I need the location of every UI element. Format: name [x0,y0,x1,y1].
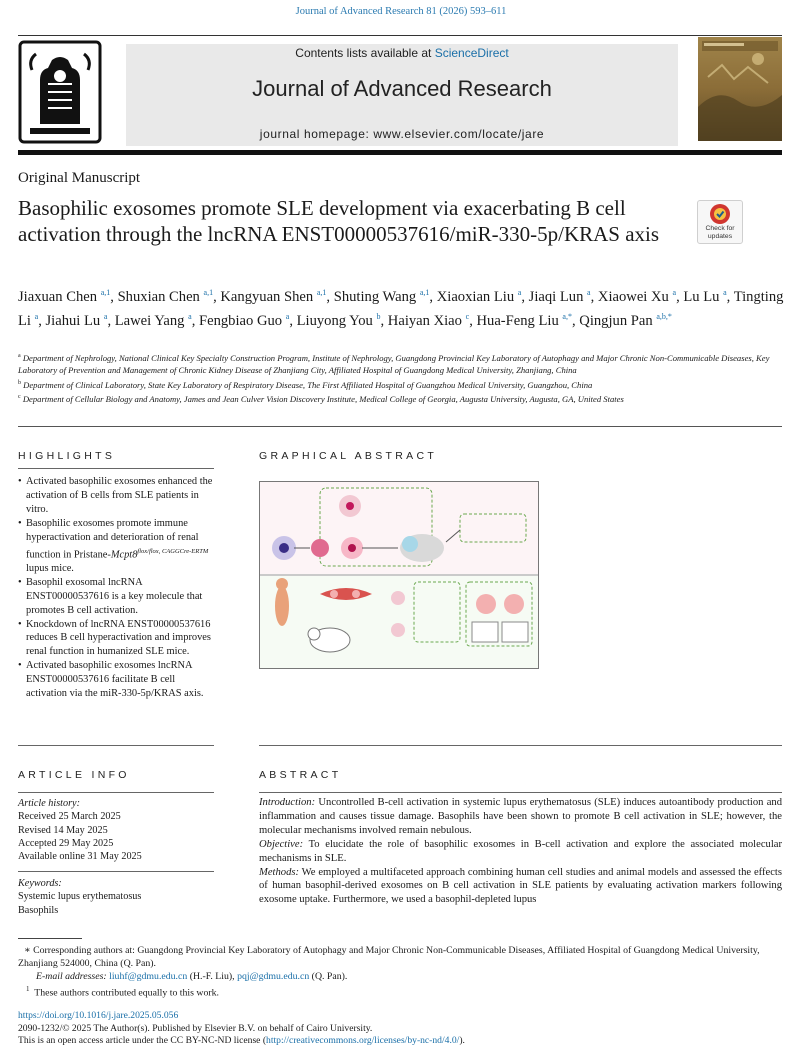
author[interactable]: Lu Lu $^a$ [683,288,727,305]
history-online: Available online 31 May 2025 [18,851,142,863]
author[interactable]: Fengbiao Guo $^a$ [198,312,290,330]
copyright-line: 2090-1232/© 2025 The Author(s). Published by Elsevier B.V. on behalf of Cairo University. [18,1023,373,1034]
check-updates-icon [709,203,731,225]
article-history [18,797,214,863]
highlight-item: • Activated basophilic exosomes enhanced the activation of B cells from SLE patients in vitro. [18,475,218,517]
journal-homepage[interactable]: journal homepage: www.elsevier.com/locate/jare [259,127,545,141]
author[interactable]: Kangyuan Shen $^{a,1}$ [220,288,327,305]
journal-name: Journal of Advanced Research [252,76,552,101]
graphical-abstract-icon [260,482,538,668]
affiliation: $^b$ Department of Clinical Laboratory, State Key Laboratory of Respiratory Disease, The First Affiliated Hospital of Guangzhou Medical University, Guangzhou, China [18,379,593,390]
check-updates-line2: updates [707,232,733,240]
check-updates-line1: Check for [705,225,735,232]
author-list: Jiaxuan Chen $^{a,1}$, Shuxian Chen $^{a,1}$, Kangyuan Shen $^{a,1}$, Shuting Wang $^{a,1}$, Xiaoxian Liu $^a$, Jiaqi Lun $^a$, Xiaowei Xu $^a$, Lu Lu $^a$, Tingting Li $^a$, Jiahui Lu $^a$, Lawei Yang $^a$, Fengbiao Guo $^a$, Liuyong You $^b$, Haiyan Xiao $^c$, Hua-Feng Liu $^{a,*}$, Qingjun Pan $^{a,b,*}$ [18,288,784,330]
affiliation: $^a$ Department of Nephrology, National Clinical Key Specialty Construction Program, Institute of Nephrology, Guangdong Provincial Key Laboratory of Autophagy and Major Chronic Non-Communicable Diseases, Key Laboratory of Prevention and Management of Chronic Kidney Disease of Zhanjiang City, Affiliated Hospital of Guangdong Medical University, Zhanjiang, China [18,352,770,376]
abstract-body [259,796,782,907]
author[interactable]: Xiaowei Xu $^a$ [597,288,677,305]
abstract-methods: Methods: We employed a multifaceted approach combining human cell studies and animal models and assessed the effects of human basophil-derived exosomes on B cell activation in SLE patients by evaluating activation markers following exosome uptake. Furthermore, we used a basophil-depleted lupus [259,866,782,906]
abstract-rule [259,792,782,793]
email-note: E-mail addresses: liuhf@gdmu.edu.cn (H.-F. Liu), pqj@gdmu.edu.cn (Q. Pan). [36,971,348,982]
graphical-abstract-figure[interactable] [259,481,539,669]
author[interactable]: Tingting Li $^a$ [18,288,784,330]
author[interactable]: Shuting Wang $^{a,1}$ [333,288,430,305]
check-for-updates-button[interactable] [697,200,743,244]
email-link[interactable]: liuhf@gdmu.edu.cn [109,971,188,982]
author[interactable]: Xiaoxian Liu $^a$ [436,288,522,305]
running-head: Journal of Advanced Research 81 (2026) 593–611 [295,6,507,17]
license-line: This is an open access article under the CC BY-NC-ND license (http://creativecommons.org/licenses/by-nc-nd/4.0/). [18,1035,465,1046]
author[interactable]: Hua-Feng Liu $^{a,*}$ [476,312,572,330]
history-accepted: Accepted 29 May 2025 [18,837,114,849]
cairo-university-logo-icon [18,40,102,144]
section-divider [18,426,782,427]
email-link[interactable]: pqj@gdmu.edu.cn [237,971,310,982]
equal-contribution-note: $^1$ These authors contributed equally to this work. [26,985,219,999]
author[interactable]: Haiyan Xiao $^c$ [387,312,470,330]
history-revised: Revised 14 May 2025 [18,824,108,836]
author[interactable]: Jiaqi Lun $^a$ [528,288,591,305]
keyword: Systemic lupus erythematosus [18,891,142,903]
highlights-list [18,475,218,701]
abstract-introduction: Introduction: Uncontrolled B-cell activation in systemic lupus erythematosus (SLE) induces autoantibody production and inflammation and causes tissue damage. Basophils have been shown to promote B cell activation in SLE; however, the molecular mechanisms involved remain nebulous. [259,797,782,836]
highlights-bottom-rule [18,745,214,746]
highlight-item: • Basophil exosomal lncRNA ENST00000537616 is a key molecule that promotes B cell activation. [18,576,218,618]
author[interactable]: Lawei Yang $^a$ [114,312,192,330]
history-received: Received 25 March 2025 [18,811,121,823]
author[interactable]: Jiahui Lu $^a$ [45,312,108,330]
keyword: Basophils [18,904,59,916]
footnote-rule [18,938,82,939]
abstract-heading: ABSTRACT [259,769,342,781]
highlight-item: • Activated basophilic exosomes lncRNA ENST00000537616 facilitate B cell activation via the miR-330-5p/KRAS axis. [18,659,218,701]
author[interactable]: Liuyong You $^b$ [296,312,381,330]
corresponding-author-note: ∗ Corresponding authors at: Guangdong Provincial Key Laboratory of Autophagy and Major Chronic Non-Communicable Diseases, Affiliated Hospital of Guangdong Medical University, Zhanjiang 524000, China (Q. Pan). [18,945,760,969]
journal-cover-icon [698,37,782,141]
keywords [18,877,214,917]
abstract-objective: Objective: To elucidate the role of basophilic exosomes in B-cell activation and explore the associated molecular mechanisms in SLE. [259,838,783,864]
article-type: Original Manuscript [18,170,141,186]
affiliation: $^c$ Department of Cellular Biology and Anatomy, James and Jean Culver Vision Discovery Institute, Medical College of Georgia, Augusta University, Augusta, GA, United States [18,393,624,404]
affiliations [18,350,788,405]
license-link[interactable]: http://creativecommons.org/licenses/by-nc-nd/4.0/ [266,1035,460,1046]
author[interactable]: Shuxian Chen $^{a,1}$ [117,288,214,305]
contents-line [126,46,678,60]
keywords-label: Keywords: [18,878,62,889]
graphical-abstract-heading: GRAPHICAL ABSTRACT [259,450,438,462]
highlights-heading: HIGHLIGHTS [18,450,116,462]
contents-prefix: Contents lists available at [295,46,435,60]
article-info-rule [18,792,214,793]
article-info-heading: ARTICLE INFO [18,769,130,781]
highlights-rule [18,468,214,469]
masthead-rule [18,150,782,155]
highlight-item: • Basophilic exosomes promote immune hyperactivation and deterioration of renal function in Pristane-$Mcpt8^{flox/flox, CAGGCre-ERTM}$ lupus mice. [18,517,218,576]
article-history-label: Article history: [18,798,80,809]
keywords-rule [18,871,214,872]
article-title: Basophilic exosomes promote SLE development via exacerbating B cell activation through the lncRNA ENST00000537616/miR-330-5p/KRAS axis [18,196,660,246]
highlight-item: • Knockdown of lncRNA ENST00000537616 reduces B cell hyperactivation and improves renal function in humanized SLE mice. [18,618,218,660]
top-rule [18,35,782,36]
sciencedirect-link[interactable]: ScienceDirect [434,46,509,60]
doi-link[interactable]: https://doi.org/10.1016/j.jare.2025.05.056 [18,1010,179,1021]
author[interactable]: Jiaxuan Chen $^{a,1}$ [18,288,111,305]
graphical-abstract-bottom-rule [259,745,782,746]
author[interactable]: Qingjun Pan $^{a,b,*}$ [579,312,672,330]
